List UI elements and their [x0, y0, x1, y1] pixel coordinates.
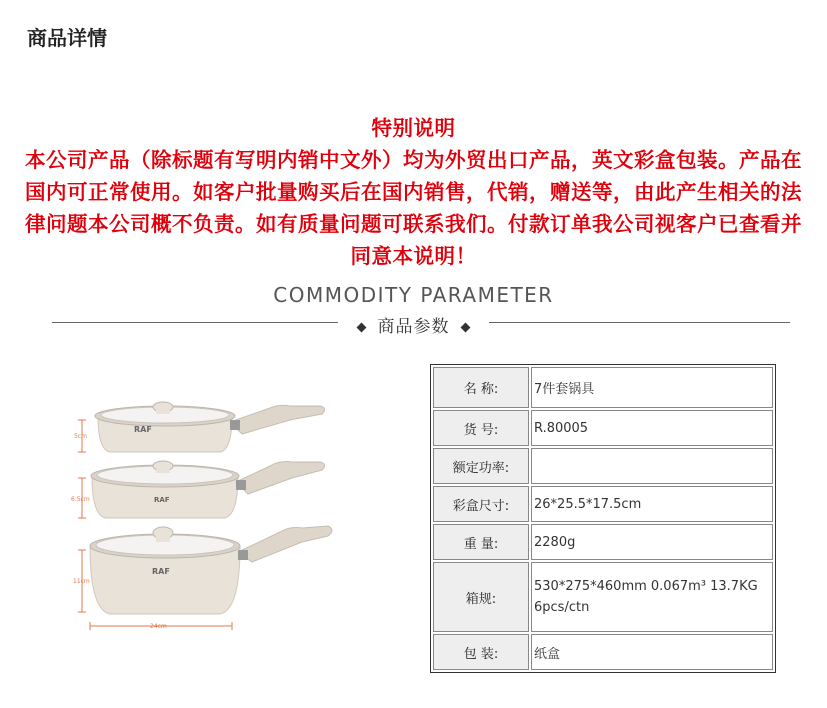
- dim-mid-label: 6.5cm: [71, 496, 90, 503]
- saucepan: [90, 526, 332, 614]
- section-title-cn: 商品参数: [377, 317, 450, 337]
- spec-value: [531, 448, 773, 484]
- frying-pan-small: [95, 402, 325, 452]
- dim-top-label: 5cm: [74, 433, 87, 440]
- spec-row: [433, 486, 773, 522]
- page-title: 商品详情: [27, 26, 107, 50]
- spec-value: 7件套锅具: [531, 367, 773, 408]
- diamond-right-icon: [460, 322, 470, 332]
- spec-value-line: 530*275*460mm 0.067m³ 13.7KG: [534, 579, 758, 594]
- spec-label: 货 号:: [433, 410, 529, 446]
- brand-label-2: RAF: [154, 496, 170, 504]
- spec-value-line: 6pcs/ctn: [534, 600, 590, 615]
- brand-label-3: RAF: [152, 567, 170, 576]
- spec-row: [433, 448, 773, 484]
- notice-body: 本公司产品（除标题有写明内销中文外）均为外贸出口产品，英文彩盒包装。产品在国内可正常使用。如客户批量购买后在国内销售，代销，赠送等，由此产生相关的法律问题本公司概不负责。如有质量问题可联系我们。付款订单我公司视客户已查看并同意本说明！: [25, 148, 802, 268]
- spec-label: 彩盒尺寸:: [433, 486, 529, 522]
- brand-label-1: RAF: [134, 425, 152, 434]
- spec-label: 箱规:: [433, 562, 529, 632]
- spec-label: 重 量:: [433, 524, 529, 560]
- section-title-cn-wrap: [0, 312, 827, 337]
- section-title-cn-box: [338, 312, 489, 337]
- spec-row: [433, 562, 773, 632]
- spec-label: 包 装:: [433, 634, 529, 670]
- spec-row: [433, 410, 773, 446]
- spec-table: [430, 364, 776, 673]
- spec-value: 纸盒: [531, 634, 773, 670]
- spec-label: 名 称:: [433, 367, 529, 408]
- product-image: [70, 390, 370, 650]
- spec-value: [531, 562, 773, 632]
- spec-value: R.80005: [531, 410, 773, 446]
- spec-row: [433, 524, 773, 560]
- spec-value: 2280g: [531, 524, 773, 560]
- spec-row: [433, 367, 773, 408]
- frying-pan-medium: [91, 461, 325, 518]
- dim-low-label: 11cm: [73, 578, 90, 585]
- notice: [20, 112, 807, 272]
- notice-title: 特别说明: [371, 116, 456, 140]
- dim-width-label: 24cm: [150, 623, 167, 630]
- spec-label: 额定功率:: [433, 448, 529, 484]
- section-title-en: COMMODITY PARAMETER: [273, 283, 554, 307]
- spec-value: 26*25.5*17.5cm: [531, 486, 773, 522]
- spec-row: [433, 634, 773, 670]
- diamond-left-icon: [357, 322, 367, 332]
